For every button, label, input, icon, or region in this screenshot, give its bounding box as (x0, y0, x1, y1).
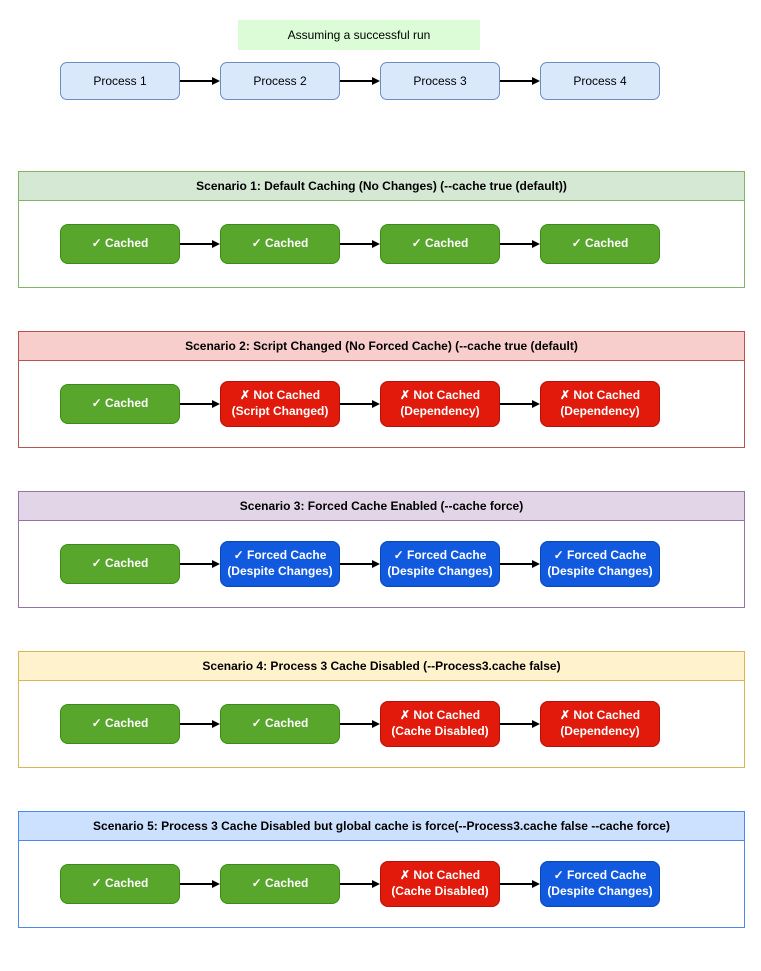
flow-node-label: (Despite Changes) (547, 884, 653, 898)
flow-node (540, 861, 660, 907)
flow-node-label: (Script Changed) (231, 404, 329, 418)
arrow-line (180, 883, 213, 885)
flow-node-label: ✓ Cached (91, 396, 149, 411)
arrowhead-icon (372, 240, 380, 248)
scenario-section (18, 331, 745, 448)
flow-node-label: (Despite Changes) (547, 564, 653, 578)
flow-node-label: ✓ Cached (251, 876, 309, 891)
flow-node (60, 544, 180, 584)
flow-node (380, 861, 500, 907)
flow-node (60, 224, 180, 264)
flow-node-label: ✓ Cached (411, 236, 469, 251)
scenario-flow-row (19, 201, 744, 287)
flow-node-label: ✓ Forced Cache (553, 548, 647, 563)
process-flow-row (60, 62, 660, 100)
flow-arrow (500, 720, 540, 728)
scenario-title: Scenario 5: Process 3 Cache Disabled but global cache is force(--Process3.cache false --cache force) (19, 812, 744, 841)
arrowhead-icon (372, 560, 380, 568)
flow-arrow (500, 560, 540, 568)
flow-arrow (180, 77, 220, 85)
arrow-line (340, 563, 373, 565)
arrow-line (500, 403, 533, 405)
flow-node (380, 381, 500, 427)
arrow-line (180, 403, 213, 405)
flow-node (60, 704, 180, 744)
scenario-sections (18, 171, 745, 971)
scenario-section (18, 651, 745, 768)
flow-arrow (180, 560, 220, 568)
process-label: Process 2 (253, 74, 307, 88)
scenario-flow-row (19, 681, 744, 767)
scenario-section (18, 811, 745, 928)
flow-node (380, 224, 500, 264)
flow-node (380, 701, 500, 747)
flow-node-label: ✓ Cached (91, 876, 149, 891)
process-node (220, 62, 340, 100)
flow-arrow (340, 77, 380, 85)
process-label: Process 4 (573, 74, 627, 88)
arrowhead-icon (212, 880, 220, 888)
flow-node-label: ✗ Not Cached (399, 388, 481, 403)
flow-node-label: (Cache Disabled) (391, 724, 489, 738)
flow-node-label: (Dependency) (560, 404, 640, 418)
flow-node-label: ✓ Forced Cache (393, 548, 487, 563)
arrowhead-icon (212, 240, 220, 248)
flow-arrow (340, 400, 380, 408)
process-label: Process 1 (93, 74, 147, 88)
flow-arrow (340, 560, 380, 568)
flow-node-label: (Dependency) (400, 404, 480, 418)
flow-node (540, 541, 660, 587)
scenario-title: Scenario 1: Default Caching (No Changes) (--cache true (default)) (19, 172, 744, 201)
arrowhead-icon (372, 400, 380, 408)
flow-node (380, 541, 500, 587)
flow-node (220, 541, 340, 587)
scenario-title: Scenario 3: Forced Cache Enabled (--cache force) (19, 492, 744, 521)
arrowhead-icon (532, 880, 540, 888)
flow-arrow (500, 77, 540, 85)
flow-arrow (180, 720, 220, 728)
arrowhead-icon (532, 560, 540, 568)
flow-arrow (340, 880, 380, 888)
flow-node-label: ✓ Forced Cache (233, 548, 327, 563)
arrow-line (340, 883, 373, 885)
arrow-line (340, 723, 373, 725)
flow-arrow (500, 240, 540, 248)
arrowhead-icon (212, 400, 220, 408)
process-node (60, 62, 180, 100)
flow-arrow (340, 720, 380, 728)
flow-node (540, 701, 660, 747)
flow-node (60, 864, 180, 904)
flow-arrow (180, 400, 220, 408)
flow-arrow (500, 880, 540, 888)
flow-node (220, 224, 340, 264)
arrowhead-icon (212, 560, 220, 568)
arrowhead-icon (372, 880, 380, 888)
arrowhead-icon (372, 720, 380, 728)
flow-node-label: (Dependency) (560, 724, 640, 738)
flow-node-label: ✓ Cached (571, 236, 629, 251)
flow-node-label: (Cache Disabled) (391, 884, 489, 898)
scenario-section (18, 171, 745, 288)
flow-node-label: ✓ Cached (251, 236, 309, 251)
flow-node-label: ✗ Not Cached (399, 708, 481, 723)
arrow-line (500, 883, 533, 885)
arrowhead-icon (372, 77, 380, 85)
flow-node (540, 224, 660, 264)
scenario-title: Scenario 4: Process 3 Cache Disabled (--Process3.cache false) (19, 652, 744, 681)
process-node (380, 62, 500, 100)
arrowhead-icon (532, 77, 540, 85)
flow-arrow (500, 400, 540, 408)
arrowhead-icon (532, 240, 540, 248)
scenario-flow-row (19, 841, 744, 927)
arrow-line (340, 403, 373, 405)
arrow-line (180, 563, 213, 565)
scenario-flow-row (19, 361, 744, 447)
process-node (540, 62, 660, 100)
scenario-title: Scenario 2: Script Changed (No Forced Cache) (--cache true (default) (19, 332, 744, 361)
flow-node-label: ✓ Cached (91, 716, 149, 731)
scenario-flow-row (19, 521, 744, 607)
arrow-line (180, 80, 213, 82)
flow-node (220, 704, 340, 744)
flow-node-label: ✗ Not Cached (239, 388, 321, 403)
assumption-label: Assuming a successful run (238, 20, 480, 50)
flow-node-label: (Despite Changes) (387, 564, 493, 578)
flow-node (540, 381, 660, 427)
arrowhead-icon (532, 400, 540, 408)
flow-node (220, 381, 340, 427)
flow-arrow (180, 240, 220, 248)
process-label: Process 3 (413, 74, 467, 88)
flow-arrow (340, 240, 380, 248)
flow-node (60, 384, 180, 424)
flow-node-label: (Despite Changes) (227, 564, 333, 578)
arrow-line (180, 243, 213, 245)
arrowhead-icon (532, 720, 540, 728)
flow-node-label: ✗ Not Cached (559, 708, 641, 723)
flow-node-label: ✓ Cached (251, 716, 309, 731)
arrow-line (340, 243, 373, 245)
arrow-line (340, 80, 373, 82)
flow-node-label: ✓ Forced Cache (553, 868, 647, 883)
arrow-line (500, 243, 533, 245)
flow-node-label: ✓ Cached (91, 556, 149, 571)
flow-arrow (180, 880, 220, 888)
scenario-section (18, 491, 745, 608)
flow-node (220, 864, 340, 904)
arrow-line (180, 723, 213, 725)
flow-node-label: ✗ Not Cached (559, 388, 641, 403)
arrow-line (500, 80, 533, 82)
arrowhead-icon (212, 77, 220, 85)
arrow-line (500, 723, 533, 725)
flow-node-label: ✗ Not Cached (399, 868, 481, 883)
arrowhead-icon (212, 720, 220, 728)
arrow-line (500, 563, 533, 565)
flow-node-label: ✓ Cached (91, 236, 149, 251)
